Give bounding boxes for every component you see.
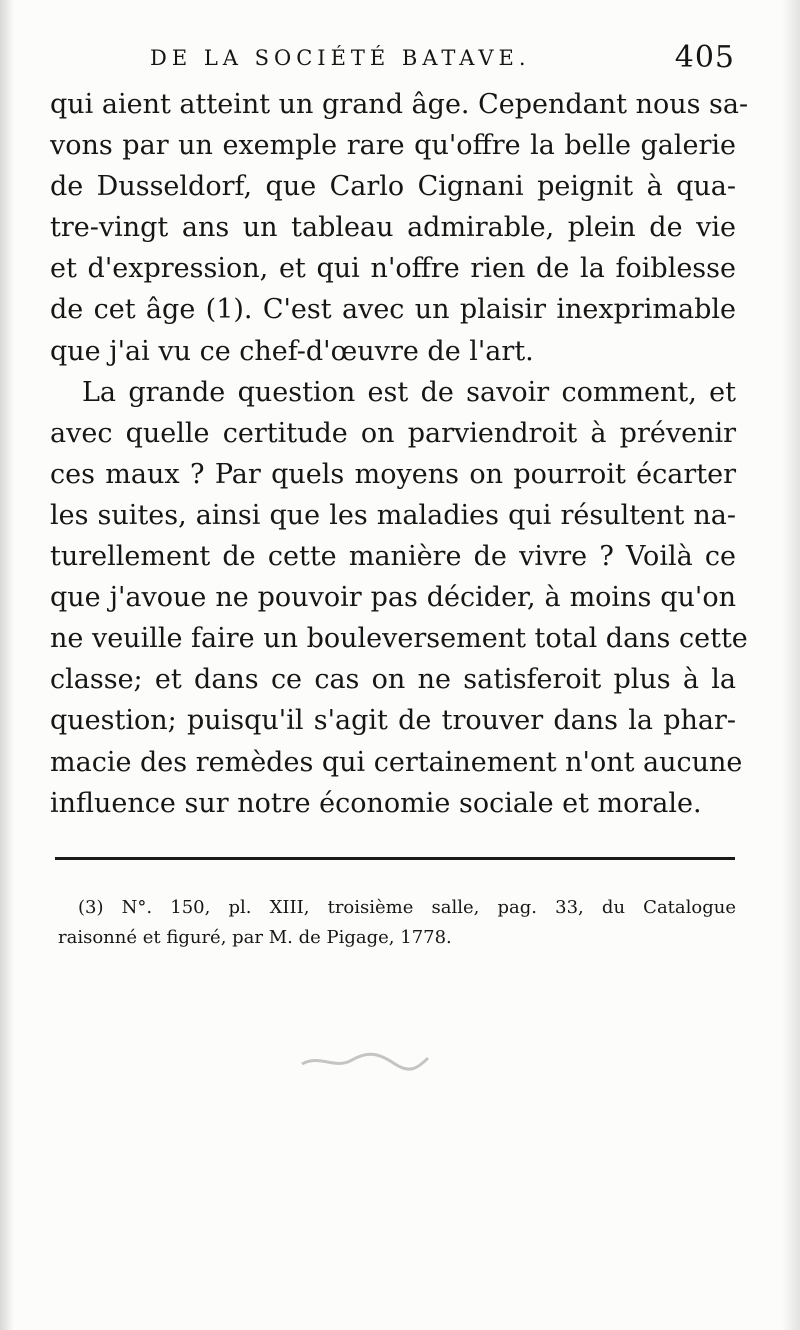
footnote-rule [55, 857, 735, 860]
text-line: La grande question est de savoir comment, et [82, 376, 736, 408]
text-line: classe; et dans ce cas on ne satisferoit plus à la [50, 664, 736, 696]
bleed-through-ornament [300, 1050, 430, 1072]
text-line: les suites, ainsi que les maladies qui résultent na- [50, 499, 736, 531]
text-line: ne veuille faire un bouleversement total dans cette [50, 623, 748, 655]
text-line: que j'avoue ne pouvoir pas décider, à moins qu'on [50, 582, 736, 614]
text-line: de cet âge (1). C'est avec un plaisir inexprimable [50, 294, 736, 326]
text-line: macie des remèdes qui certainement n'ont aucune [50, 746, 743, 778]
body-text [50, 84, 749, 824]
scan-edge-right [782, 0, 800, 1330]
running-title: DE LA SOCIÉTÉ BATAVE. [150, 46, 531, 70]
text-line: ces maux ? Par quels moyens on pourroit écarter [50, 458, 736, 490]
text-line: tre-vingt ans un tableau admirable, plein de vie [50, 212, 736, 244]
text-line: qui aient atteint un grand âge. Cependant nous sa- [50, 89, 749, 120]
text-line: question; puisqu'il s'agit de trouver dans la phar- [50, 705, 736, 737]
page-header [150, 40, 735, 80]
text-line: turellement de cette manière de vivre ? Voilà ce [50, 541, 736, 573]
text-line: que j'ai vu ce chef-d'œuvre de l'art. [50, 335, 534, 367]
footnote [58, 893, 736, 953]
text-line: influence sur notre économie sociale et morale. [50, 787, 702, 819]
text-line: de Dusseldorf, que Carlo Cignani peignit à qua- [50, 171, 736, 203]
text-line: et d'expression, et qui n'offre rien de la foiblesse [50, 253, 736, 285]
text-line: avec quelle certitude on parviendroit à prévenir [50, 417, 736, 449]
footnote-line: raisonné et figuré, par M. de Pigage, 1778. [58, 927, 452, 948]
text-line: vons par un exemple rare qu'offre la belle galerie [50, 130, 736, 162]
footnote-line: (3) N°. 150, pl. XIII, troisième salle, pag. 33, du Catalogue [78, 897, 736, 918]
page-number: 405 [674, 40, 735, 75]
scan-edge-left [0, 0, 14, 1330]
